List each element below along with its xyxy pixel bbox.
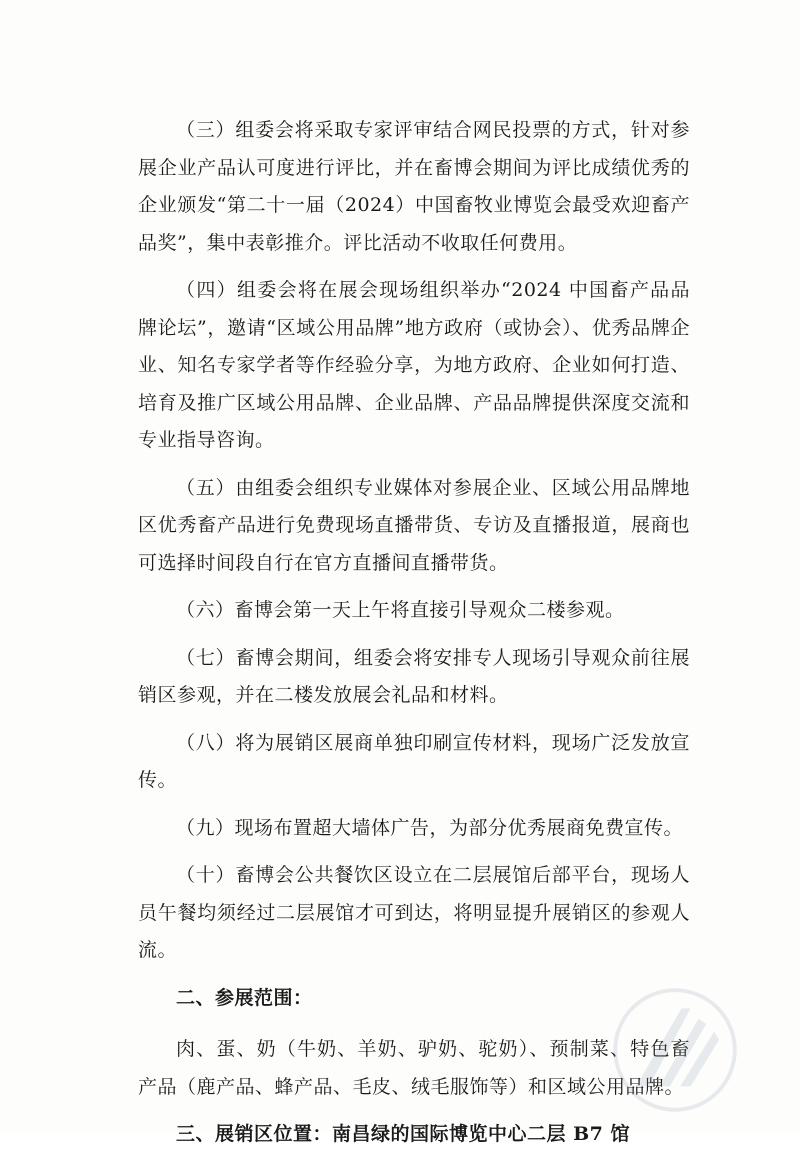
watermark-logo-icon (610, 985, 740, 1115)
paragraph-item-6: （六）畜博会第一天上午将直接引导观众二楼参观。 (176, 599, 625, 621)
paragraph-item-3: （三）组委会将采取专家评审结合网民投票的方式，针对参展企业产品认可度进行评比，并在畜博会期间为评比成绩优秀的企业颁发“第二十一届（2024）中国畜牧业博览会最受欢迎畜产品奖”，集中表彰推介。评比活动不收取任何费用。 (138, 119, 690, 254)
paragraph-item-9: （九）现场布置超大墙体广告，为部分优秀展商免费宣传。 (176, 816, 684, 839)
document-body (138, 112, 690, 1168)
paragraph-item-10: （十）畜博会公共餐饮区设立在二层展馆后部平台，现场人员午餐均须经过二层展馆才可到达，将明显提升展销区的参观人流。 (138, 864, 690, 961)
paragraph-item-5: （五）由组委会组织专业媒体对参展企业、区域公用品牌地区优秀畜产品进行免费现场直播带货、专访及直播报道，展商也可选择时间段自行在官方直播间直播带货。 (138, 476, 690, 574)
paragraph-item-4: （四）组委会将在展会现场组织举办“2024 中国畜产品品牌论坛”，邀请“区域公用品牌”地方政府（或协会）、优秀品牌企业、知名专家学者等作经验分享，为地方政府、企业如何打造、培育及推广区域公用品牌、企业品牌、产品品牌提供深度交流和专业指导咨询。 (138, 279, 690, 451)
section-3-heading: 三、展销区位置：南昌绿的国际博览中心二层 B7 馆 (176, 1123, 631, 1145)
section-2-heading: 二、参展范围： (176, 986, 313, 1009)
paragraph-item-7: （七）畜博会期间，组委会将安排专人现场引导观众前往展销区参观，并在二楼发放展会礼品和材料。 (138, 646, 690, 706)
paragraph-item-8: （八）将为展销区展商单独印刷宣传材料，现场广泛发放宣传。 (138, 731, 690, 791)
section-2-body: 肉、蛋、奶（牛奶、羊奶、驴奶、驼奶）、预制菜、特色畜产品（鹿产品、蜂产品、毛皮、绒毛服饰等）和区域公用品牌。 (138, 1038, 690, 1098)
